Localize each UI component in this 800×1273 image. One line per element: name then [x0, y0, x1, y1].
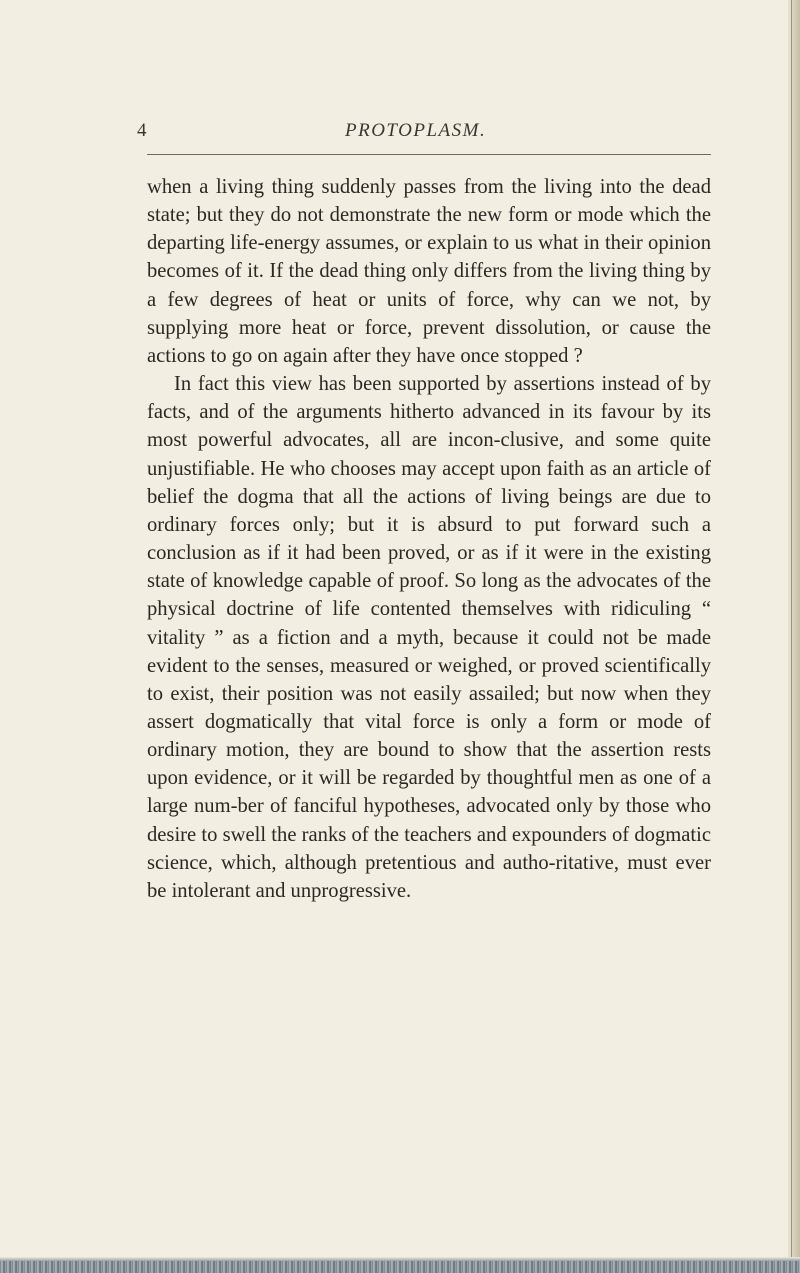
running-head	[137, 118, 711, 152]
body-text	[147, 173, 711, 905]
paragraph-continued: when a living thing suddenly passes from the living into the dead state; but they do not demonstrate the new form or mode which the departing life-energy assumes, or explain to us what in their opinion becomes of it. If the dead thing only differs from the living thing by a few degrees of heat or units of force, why can we not, by supplying more heat or force, prevent dissolution, or cause the actions to go on again after they have once stopped ?	[147, 176, 711, 367]
page-number: 4	[137, 120, 147, 141]
binding-edge	[788, 0, 800, 1273]
running-title: PROTOPLASM.	[345, 120, 487, 141]
header-rule	[147, 154, 711, 155]
paragraph: In fact this view has been supported by assertions instead of by facts, and of the arguments hitherto advanced in its favour by its most powerful advocates, all are incon-clusive, and some quite unjustifiable. He who chooses may accept upon faith as an article of belief the dogma that all the actions of living beings are due to ordinary forces only; but it is absurd to put forward such a conclusion as if it had been proved, or as if it were in the existing state of knowledge capable of proof. So long as the advocates of the physical doctrine of life contented themselves with ridiculing “ vitality ” as a fiction and a myth, because it could not be made evident to the senses, measured or weighed, or proved scientifically to exist, their position was not easily assailed; but now when they assert dogmatically that vital force is only a form or mode of ordinary motion, they are bound to show that the assertion rests upon evidence, or it will be regarded by thoughtful men as one of a large num-ber of fanciful hypotheses, advocated only by those who desire to swell the ranks of the teachers and expounders of dogmatic science, which, although pretentious and autho-ritative, must ever be intolerant and unprogressive.	[147, 373, 711, 902]
page-stack-edge	[0, 1261, 800, 1273]
